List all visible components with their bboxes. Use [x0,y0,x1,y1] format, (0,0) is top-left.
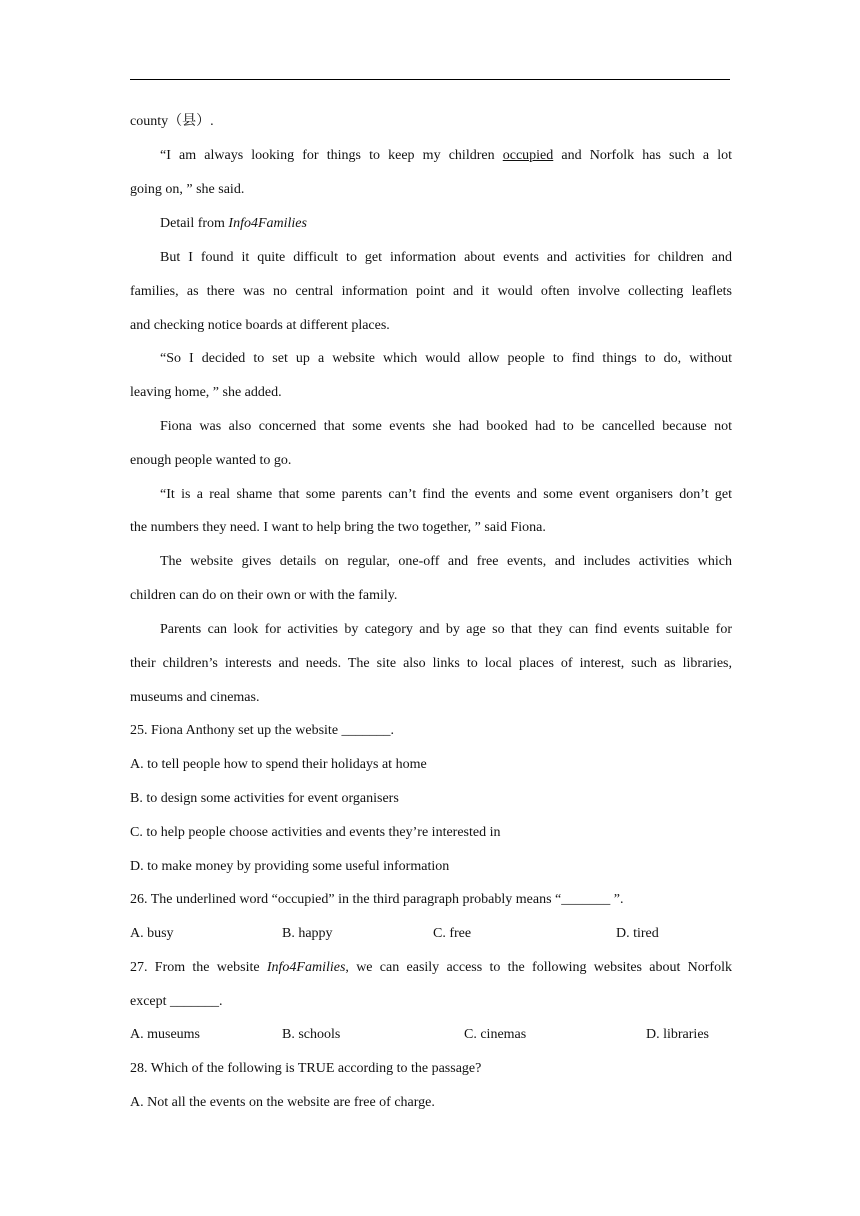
option-26a: A. busy [130,926,174,941]
underlined-word: occupied [502,148,554,163]
text-line: “I am always looking for things to keep my children occupied and Norfolk has such a lot [160,148,732,163]
option-26d: D. tired [616,926,659,941]
question-25: 25. Fiona Anthony set up the website _______. [130,723,395,738]
text-line: “It is a real shame that some parents can’t find the events and some event organisers don’t get [160,487,732,502]
text-line: “So I decided to set up a website which would allow people to find things to do, without [160,351,732,366]
text-line: The website gives details on regular, one-off and free events, and includes activities which [160,554,732,569]
option-25d: D. to make money by providing some useful information [130,859,450,874]
text-line: county（县）. [130,114,214,129]
text-line: But I found it quite difficult to get information about events and activities for children and [160,250,732,265]
option-25a: A. to tell people how to spend their holidays at home [130,757,427,772]
header-rule [130,79,730,80]
option-28a: A. Not all the events on the website are free of charge. [130,1095,435,1110]
text-line: and checking notice boards at different places. [130,318,390,333]
text-line: going on, ” she said. [130,182,245,197]
text-line: leaving home, ” she added. [130,385,282,400]
option-27c: C. cinemas [464,1027,527,1042]
text-line: enough people wanted to go. [130,453,292,468]
text-line: museums and cinemas. [130,690,260,705]
subheading: Detail from Info4Families [160,216,307,231]
text-line: families, as there was no central information point and it would often involve collecting leaflets [130,284,732,299]
text-line: Fiona was also concerned that some events she had booked had to be cancelled because not [160,419,732,434]
question-28: 28. Which of the following is TRUE according to the passage? [130,1061,482,1076]
question-27: 27. From the website Info4Families, we can easily access to the following websites about Norfolk [130,960,732,975]
text-line: children can do on their own or with the family. [130,588,398,603]
text-line: the numbers they need. I want to help bring the two together, ” said Fiona. [130,520,546,535]
text-line: their children’s interests and needs. The site also links to local places of interest, such as libraries, [130,656,732,671]
option-27d: D. libraries [646,1027,709,1042]
text-line: Parents can look for activities by category and by age so that they can find events suitable for [160,622,732,637]
option-25b: B. to design some activities for event organisers [130,791,399,806]
option-27a: A. museums [130,1027,200,1042]
option-26b: B. happy [282,926,333,941]
question-26: 26. The underlined word “occupied” in the third paragraph probably means “_______ ”. [130,892,624,907]
option-27b: B. schools [282,1027,341,1042]
option-25c: C. to help people choose activities and events they’re interested in [130,825,501,840]
question-27-continued: except _______. [130,994,223,1009]
option-26c: C. free [433,926,472,941]
